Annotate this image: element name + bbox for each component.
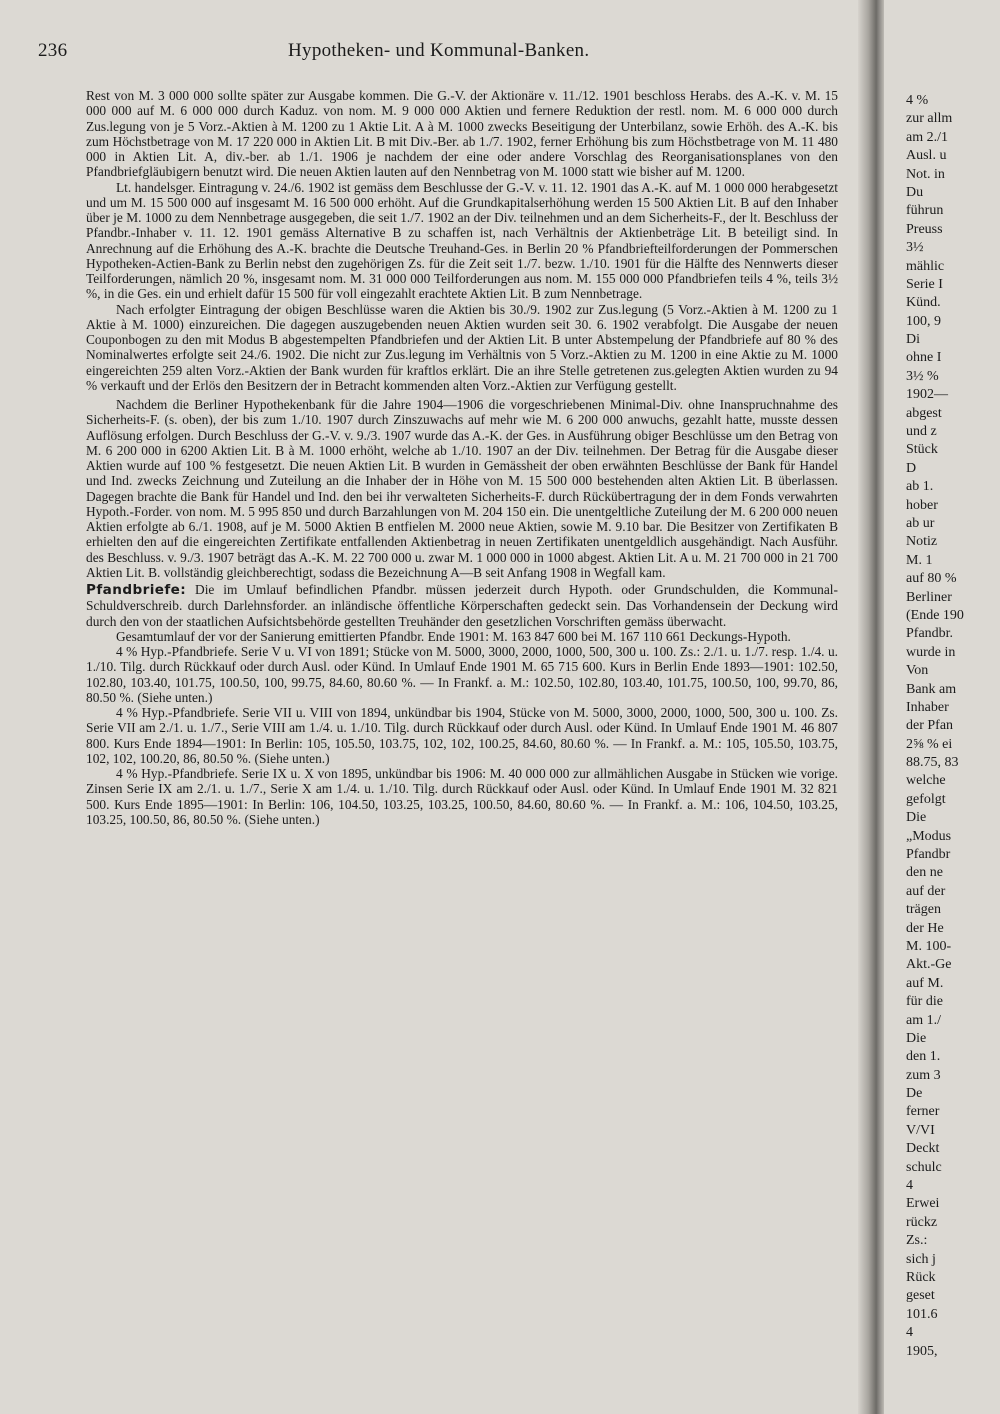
facing-page-line: abgest xyxy=(906,405,942,421)
facing-page-line: M. 1 xyxy=(906,552,933,568)
section-text: Die im Umlauf befindlichen Pfandbr. müssen jederzeit durch Hypoth. oder Grundschulden, die Kommunal-Schuldverschreib. durch Darlehnsforder. an inländische öffentliche Körperschaften gedeckt sein. Das Vorhandensein der Deckung wird durch den von der staatlichen Aufsichtsbehörde gestellten Treuhänder den gesetzlichen Vorschriften gemäss überwacht. xyxy=(86,582,838,629)
facing-page-line: (Ende 190 xyxy=(906,607,964,623)
facing-page-line: Pfandbr xyxy=(906,847,951,863)
facing-page-line: 4 xyxy=(906,1178,913,1194)
facing-page-line: wurde in xyxy=(906,644,956,660)
book-gutter xyxy=(858,0,884,1414)
facing-page-line: Von xyxy=(906,663,929,679)
facing-page-line: 100, 9 xyxy=(906,313,941,329)
facing-page-line: auf M. xyxy=(906,975,944,991)
facing-page-line: D xyxy=(906,460,917,476)
facing-page-line: am 2./1 xyxy=(906,129,948,145)
facing-page-line: für die xyxy=(906,994,943,1010)
facing-page-line: Inhaber xyxy=(906,699,949,715)
pfandbriefe-paragraph xyxy=(86,582,838,629)
facing-page-line: auf der xyxy=(906,883,946,899)
facing-page-line: Notiz xyxy=(906,534,938,550)
facing-page-line: 4 % xyxy=(906,93,929,108)
facing-page-line: Not. in xyxy=(906,166,945,182)
running-title: Hypotheken- und Kommunal-Banken. xyxy=(288,40,590,61)
facing-page-line: 1905, xyxy=(906,1343,938,1359)
paragraph: 4 % Hyp.-Pfandbriefe. Serie V u. VI von 1891; Stücke von M. 5000, 3000, 2000, 1000, 500, 300 u. 100. Zs.: 2./1. u. 1./7. resp. 1./4. u. 1./10. Tilg. durch Rückkauf oder durch Ausl. oder Künd. In Umlauf Ende 1901 M. 65 715 600. Kurs in Berlin Ende 1893—1901: 102.50, 102.80, 103.40, 101.75, 100.50, 100, 99.75, 84.60, 80.60 %. — In Frankf. a. M.: 102.50, 102.80, 103.40, 101.75, 100.50, 100, 99.70, 86, 80.50 %. (Siehe unten.) xyxy=(86,644,838,705)
facing-page-line: den ne xyxy=(906,865,943,881)
facing-page-line: Künd. xyxy=(906,295,941,311)
facing-page-line: rückz xyxy=(906,1214,938,1230)
facing-page-line: Die xyxy=(906,1030,927,1046)
facing-page-line: sich j xyxy=(906,1251,936,1267)
facing-page-line: mählic xyxy=(906,258,945,274)
paragraph: Nach erfolgter Eintragung der obigen Beschlüsse waren die Aktien bis 30./9. 1902 zur Zus.legung (5 Vorz.-Aktien à M. 1200 zu 1 Aktie à M. 1000) einzureichen. Die dagegen auszugebenden neuen Aktien wurden seit 30. 6. 1902 verabfolgt. Die Ausgabe der neuen Couponbogen zu den mit Modus B abgestempelten Pfandbriefen und der Aktien Lit. B unter Abstempelung der Pfandbriefe auf 80 % des Nominalwertes erfolgte seit 24./6. 1902. Die nicht zur Zus.legung im Verhältnis von 5 Vorz.-Aktien zu M. 1200 in eine Aktie zu M. 1000 eingereichten 259 alten Vorz.-Aktien der Bank wurden für kraftlos erklärt. Die an ihre Stelle getretenen zus.gelegten Aktien wurden zu 94 % verkauft und der Erlös den Besitzern der in Betracht kommenden alten Vorz.-Aktien zur Verfügung gestellt. xyxy=(86,301,838,393)
page-header xyxy=(38,40,850,70)
facing-page-line: ab 1. xyxy=(906,479,934,495)
facing-page-line: ab ur xyxy=(906,515,935,531)
paragraph: Rest von M. 3 000 000 sollte später zur Ausgabe kommen. Die G.-V. der Aktionäre v. 11./12. 1901 beschloss Herabs. des A.-K. v. M. 15 000 000 auf M. 6 000 000 durch Kaduz. von nom. M. 9 000 000 Aktien und fernere Reduktion der restl. nom. M. 6 000 000 durch Zus.legung von je 5 Vorz.-Aktien à M. 1200 zu 1 Aktie Lit. A à M. 1000 zwecks Beseitigung der Unterbilanz, sowie Erhöh. des A.-K. bis zum Höchstbetrage von M. 17 220 000 in Aktien Lit. B mit Div.-Ber. ab 1./7. 1902, ferner Erhöhung bis zum Höchstbetrage von M. 11 480 000 in Aktien Lit. A, div.-ber. ab 1./1. 1906 je nachdem der eine oder andere Vorschlag des Reorganisationsplanes von den Pfandbriefgläubigern benutzt wird. Die neuen Aktien lauten auf den Nennbetrag von M. 1000 statt wie bisher auf M. 1200. xyxy=(86,88,838,180)
facing-page-line: Rück xyxy=(906,1270,936,1285)
main-column xyxy=(86,88,838,827)
facing-page-line: 1902— xyxy=(906,387,948,403)
paragraph: Gesamtumlauf der vor der Sanierung emittierten Pfandbr. Ende 1901: M. 163 847 600 bei M. 167 110 661 Deckungs-Hypoth. xyxy=(116,628,791,644)
facing-page-line: Berliner xyxy=(906,589,952,605)
facing-page-line: gefolgt xyxy=(906,791,946,807)
facing-page-line: Serie I xyxy=(906,276,943,292)
facing-page-line: geset xyxy=(906,1288,935,1304)
facing-page-line: 4 xyxy=(906,1325,913,1341)
facing-page-line: zum 3 xyxy=(906,1067,941,1083)
facing-page-line: Akt.-Ge xyxy=(906,957,952,973)
facing-page-line: 3½ xyxy=(906,240,924,256)
facing-page-line: auf 80 % xyxy=(906,571,957,587)
facing-page-line: De xyxy=(906,1086,923,1102)
facing-page-line: 2⅝ % ei xyxy=(906,736,953,752)
facing-page-line: den 1. xyxy=(906,1049,941,1065)
section-lead: Pfandbriefe: xyxy=(86,582,187,598)
facing-page-line: ferner xyxy=(906,1104,940,1120)
facing-page-line: V/VI xyxy=(906,1122,935,1138)
paragraph: 4 % Hyp.-Pfandbriefe. Serie IX u. X von 1895, unkündbar bis 1906: M. 40 000 000 zur allmählichen Ausgabe in Stücken wie vorige. Zinsen Serie IX am 2./1. u. 1./7., Serie X am 1./4. u. 1./10. Tilg. durch Rückkauf oder Ausl. oder Künd. In Umlauf Ende 1901 M. 32 821 500. Kurs Ende 1895—1901: In Berlin: 106, 104.50, 103.25, 103.25, 100.50, 84.60, 80.60 %. — In Frankf. a. M.: 106, 104.50, 103.25, 103.25, 100.50, 86, 80.50 %. (Siehe unten.) xyxy=(86,766,838,827)
facing-page-line: M. 100- xyxy=(906,938,952,954)
facing-page-line: Die xyxy=(906,810,927,826)
paragraph: Nachdem die Berliner Hypothekenbank für die Jahre 1904—1906 die vorgeschriebenen Minimal-Div. ohne Inanspruchnahme des Sicherheits-F. (s. oben), der bis zum 1./10. 1907 durch Zinszuwachs auf mehr wie M. 6 200 000 anwuchs, gezahlt hatte, musste dessen Auflösung erfolgen. Durch Beschluss der G.-V. v. 9./3. 1907 wurde das A.-K. der Ges. in Ausführung obiger Beschlüsse um den Betrag von M. 6 200 000 in 6200 Aktien Lit. B à M. 1000 erhöht, welche ab 1./10. 1907 an der Div. teilnehmen. Der Betrag für die Ausgabe dieser Aktien wurde auf 100 % festgesetzt. Die neuen Aktien Lit. B wurden in Gemässheit der oben erwähnten Beschlüsse der Bank für Handel und Ind. zwecks Zeichnung und Zuteilung an die Inhaber der in Höhe von M. 15 500 000 bestehenden alten Aktien Lit. B überlassen. Dagegen brachte die Bank für Handel und Ind. den bei ihr verwalteten Sicherheits-F. durch Rückübertragung der in dem Fonds verwahrten Hypoth.-Forder. von nom. M. 5 995 850 und durch Barzahlungen von M. 204 150 ein. Die unentgeltliche Zuteilung der M. 6 200 000 neuen Aktien erfolgte ab 6./1. 1908, auf je M. 5000 Aktien B entfielen M. 2000 neue Aktien, sowie M. 9.10 bar. Die Besitzer von Zertifikaten B erhielten den auf die eingereichten Zertifikate entfallenden Aktienbetrag in neuen Zertifikaten unentgeldlich ausgehändigt. Nach Ausführ. des Beschluss. v. 9./3. 1907 beträgt das A.-K. M. 22 700 000 u. zwar M. 1 000 000 in 1000 abgest. Aktien Lit. A u. M. 21 700 000 in 21 700 Aktien Lit. B. vollständig gleichberechtigt, sodass die Bezeichnung A—B seit Anfang 1908 in Wegfall kam. xyxy=(86,397,838,580)
facing-page-line: 3½ % xyxy=(906,368,939,384)
facing-page-line: der Pfan xyxy=(906,718,954,734)
facing-page-line: hober xyxy=(906,497,938,513)
facing-page-column xyxy=(906,92,1000,1361)
facing-page-line: Pfandbr. xyxy=(906,626,954,642)
facing-page-line: am 1./ xyxy=(906,1012,941,1028)
facing-page-line: trägen xyxy=(906,902,941,918)
facing-page-line: führun xyxy=(906,203,944,219)
facing-page-line: 88.75, 83 xyxy=(906,755,959,771)
facing-page-line: und z xyxy=(906,424,937,440)
facing-page-line: Deckt xyxy=(906,1141,940,1157)
paragraph: 4 % Hyp.-Pfandbriefe. Serie VII u. VIII von 1894, unkündbar bis 1904, Stücke von M. 5000, 3000, 2000, 1000, 500, 300 u. 100. Zs. Serie VII am 2./1. u. 1./7., Serie VIII am 1./4. u. 1./10. Tilg. durch Rückkauf oder durch Ausl. oder Künd. In Umlauf Ende 1901 M. 46 807 800. Kurs Ende 1894—1901: In Berlin: 105, 105.50, 103.75, 102, 102, 100.25, 84.60, 80.60 %. — In Frankf. a. M.: 105, 105.50, 103.75, 102, 102, 100.20, 86, 80.50 %. (Siehe unten.) xyxy=(86,705,838,766)
facing-page-line: Di xyxy=(906,332,920,348)
facing-page-line: Preuss xyxy=(906,221,943,237)
facing-page-line: „Modus xyxy=(906,828,952,844)
facing-page-line: Bank am xyxy=(906,681,957,697)
facing-page-line: Du xyxy=(906,184,924,200)
facing-page-line: welche xyxy=(906,773,946,789)
facing-page-line: Zs.: xyxy=(906,1233,928,1249)
facing-page-line: Erwei xyxy=(906,1196,940,1212)
paragraph: Lt. handelsger. Eintragung v. 24./6. 1902 ist gemäss dem Beschlusse der G.-V. v. 11. 12. 1901 das A.-K. auf M. 1 000 000 herabgesetzt und um M. 15 500 000 auf insgesamt M. 16 500 000 erhöht. Auf die Grundkapitalserhöhung werden 15 500 Aktien Lit. B auf den Inhaber über je M. 1000 zu dem Nennbetrage ausgegeben, die seit 1./7. 1902 an der Div. teilnehmen und an dem Sicherheits-F., der lt. Beschluss der Pfandbr.-Inhaber v. 11. 12. 1901 gemäss Alternative B zu schaffen ist, nach Verhältnis der Aktienbeträge Lit. B beteiligt sind. In Anrechnung auf die Erhöhung des A.-K. brachte die Deutsche Treuhand-Ges. in Berlin 20 % Pfandbriefteilforderungen der Pommerschen Hypotheken-Actien-Bank zu Berlin nebst den zugehörigen Zs. für die Zeit seit 1./7. bezw. 1./10. 1901 für die Hälfte des Nennwerts dieser Teilforderungen, nämlich 20 %, insgesamt nom. M. 31 000 000 Teilforderungen aus nom. M. 155 000 000 Pfandbriefen teils 4 %, teils 3½ %, in die Ges. ein und erhielt dafür 15 500 für voll eingezahlt erachtete Aktien Lit. B zum Nennbetrage. xyxy=(86,179,838,302)
facing-page-line: zur allm xyxy=(906,111,953,127)
facing-page-line: der He xyxy=(906,920,944,936)
facing-page-line: 101.6 xyxy=(906,1306,938,1322)
facing-page-line: Ausl. u xyxy=(906,148,947,164)
facing-page-line: Stück xyxy=(906,442,938,458)
facing-page-line: schulc xyxy=(906,1159,942,1175)
facing-page-line: ohne I xyxy=(906,350,942,366)
page-number: 236 xyxy=(38,40,68,61)
